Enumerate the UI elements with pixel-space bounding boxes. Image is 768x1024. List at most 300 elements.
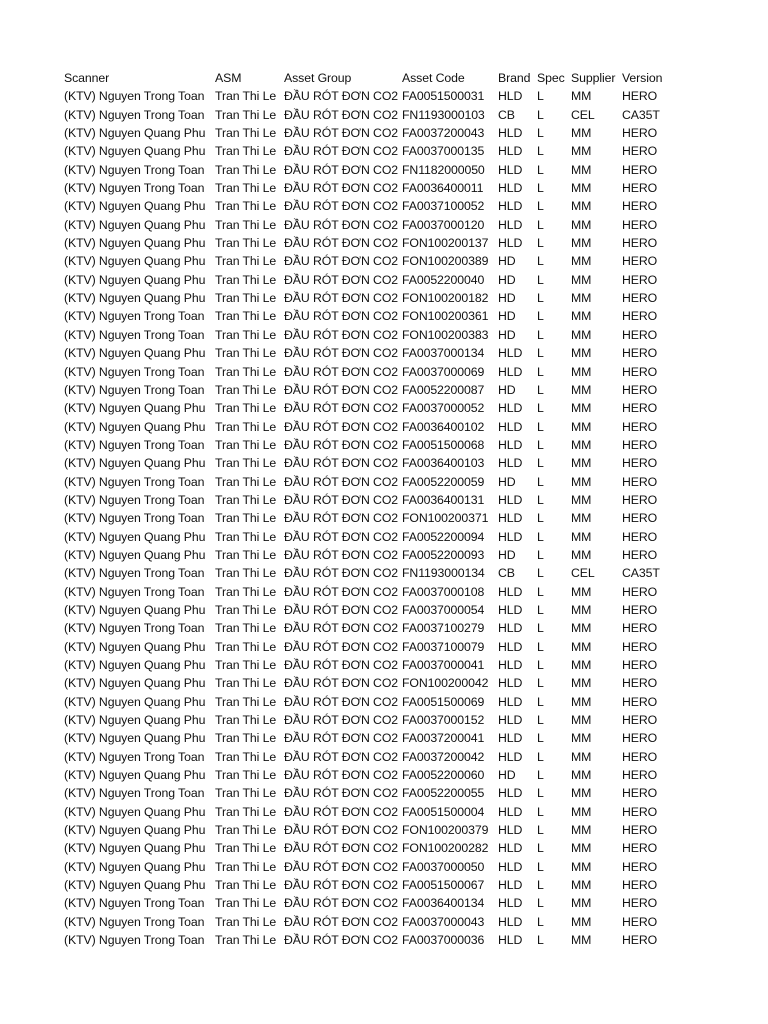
supplier-cell: MM	[571, 346, 592, 361]
version-cell: HERO	[622, 823, 658, 838]
scanner-cell: (KTV) Nguyen Quang Phu	[64, 823, 206, 838]
asm-cell: Tran Thi Le	[215, 437, 277, 452]
column-header-version: Version	[622, 71, 663, 85]
asset-code-cell: FA0037000052	[402, 401, 485, 416]
table-row	[64, 381, 684, 399]
asset-group-cell: ĐẦU RÓT ĐƠN CO2	[284, 199, 399, 214]
version-cell: HERO	[622, 126, 658, 141]
spec-cell: L	[537, 144, 544, 159]
spec-cell: L	[537, 474, 544, 489]
table-row	[64, 601, 684, 619]
asm-cell: Tran Thi Le	[215, 841, 277, 856]
asset-group-cell: ĐẦU RÓT ĐƠN CO2	[284, 823, 399, 838]
asm-cell: Tran Thi Le	[215, 199, 277, 214]
supplier-cell: MM	[571, 144, 592, 159]
asset-group-cell: ĐẦU RÓT ĐƠN CO2	[284, 456, 399, 471]
asset-group-cell: ĐẦU RÓT ĐƠN CO2	[284, 914, 399, 929]
asm-cell: Tran Thi Le	[215, 474, 277, 489]
asm-cell: Tran Thi Le	[215, 89, 277, 104]
asset-code-cell: FA0036400131	[402, 492, 485, 507]
asm-cell: Tran Thi Le	[215, 823, 277, 838]
table-body	[64, 87, 684, 949]
version-cell: HERO	[622, 492, 658, 507]
scanner-cell: (KTV) Nguyen Quang Phu	[64, 144, 206, 159]
brand-cell: HLD	[498, 602, 523, 617]
asset-code-cell: FA0037200042	[402, 749, 485, 764]
spec-cell: L	[537, 291, 544, 306]
brand-cell: HD	[498, 768, 516, 783]
version-cell: HERO	[622, 217, 658, 232]
asm-cell: Tran Thi Le	[215, 859, 277, 874]
table-row	[64, 216, 684, 234]
asm-cell: Tran Thi Le	[215, 181, 277, 196]
brand-cell: HLD	[498, 126, 523, 141]
brand-cell: HLD	[498, 199, 523, 214]
version-cell: HERO	[622, 896, 658, 911]
brand-cell: HLD	[498, 236, 523, 251]
supplier-cell: MM	[571, 602, 592, 617]
table-row	[64, 564, 684, 582]
asm-cell: Tran Thi Le	[215, 566, 277, 581]
asset-group-cell: ĐẦU RÓT ĐƠN CO2	[284, 694, 399, 709]
brand-cell: HLD	[498, 419, 523, 434]
scanner-cell: (KTV) Nguyen Quang Phu	[64, 456, 206, 471]
version-cell: HERO	[622, 346, 658, 361]
asm-cell: Tran Thi Le	[215, 749, 277, 764]
version-cell: HERO	[622, 364, 658, 379]
asm-cell: Tran Thi Le	[215, 492, 277, 507]
asm-cell: Tran Thi Le	[215, 309, 277, 324]
brand-cell: HLD	[498, 713, 523, 728]
table-row	[64, 913, 684, 931]
version-cell: HERO	[622, 694, 658, 709]
table-row	[64, 711, 684, 729]
asm-cell: Tran Thi Le	[215, 896, 277, 911]
asm-cell: Tran Thi Le	[215, 419, 277, 434]
asset-code-cell: FA0037100279	[402, 621, 485, 636]
brand-cell: HLD	[498, 823, 523, 838]
table-row	[64, 326, 684, 344]
scanner-cell: (KTV) Nguyen Quang Phu	[64, 272, 206, 287]
asset-code-cell: FA0037000050	[402, 859, 485, 874]
asset-group-cell: ĐẦU RÓT ĐƠN CO2	[284, 291, 399, 306]
scanner-cell: (KTV) Nguyen Quang Phu	[64, 419, 206, 434]
brand-cell: HD	[498, 272, 516, 287]
brand-cell: HLD	[498, 694, 523, 709]
scanner-cell: (KTV) Nguyen Trong Toan	[64, 309, 205, 324]
version-cell: HERO	[622, 933, 658, 948]
brand-cell: CB	[498, 107, 515, 122]
brand-cell: CB	[498, 566, 515, 581]
asm-cell: Tran Thi Le	[215, 768, 277, 783]
version-cell: HERO	[622, 621, 658, 636]
scanner-cell: (KTV) Nguyen Quang Phu	[64, 768, 206, 783]
scanner-cell: (KTV) Nguyen Trong Toan	[64, 492, 205, 507]
spec-cell: L	[537, 126, 544, 141]
supplier-cell: MM	[571, 749, 592, 764]
asset-code-cell: FA0052200055	[402, 786, 485, 801]
version-cell: HERO	[622, 786, 658, 801]
scanner-cell: (KTV) Nguyen Quang Phu	[64, 254, 206, 269]
asset-group-cell: ĐẦU RÓT ĐƠN CO2	[284, 713, 399, 728]
brand-cell: HLD	[498, 217, 523, 232]
version-cell: HERO	[622, 859, 658, 874]
asset-scan-sheet	[64, 69, 744, 950]
supplier-cell: MM	[571, 217, 592, 232]
brand-cell: HLD	[498, 878, 523, 893]
asset-code-cell: FA0037000135	[402, 144, 485, 159]
scanner-cell: (KTV) Nguyen Quang Phu	[64, 713, 206, 728]
spec-cell: L	[537, 639, 544, 654]
table-row	[64, 729, 684, 747]
version-cell: HERO	[622, 602, 658, 617]
spec-cell: L	[537, 804, 544, 819]
brand-cell: HD	[498, 309, 516, 324]
brand-cell: HLD	[498, 676, 523, 691]
scanner-cell: (KTV) Nguyen Quang Phu	[64, 126, 206, 141]
asm-cell: Tran Thi Le	[215, 382, 277, 397]
brand-cell: HLD	[498, 658, 523, 672]
brand-cell: HLD	[498, 786, 523, 801]
asset-code-cell: FON100200371	[402, 511, 489, 526]
asset-group-cell: ĐẦU RÓT ĐƠN CO2	[284, 896, 399, 911]
supplier-cell: MM	[571, 492, 592, 507]
asm-cell: Tran Thi Le	[215, 217, 277, 232]
table-row	[64, 528, 684, 546]
asset-code-cell: FON100200182	[402, 291, 489, 306]
scanner-cell: (KTV) Nguyen Quang Phu	[64, 859, 206, 874]
asset-code-cell: FON100200383	[402, 327, 489, 342]
asset-code-cell: FON100200042	[402, 676, 489, 691]
asset-code-cell: FA0036400134	[402, 896, 485, 911]
brand-cell: HLD	[498, 731, 523, 746]
brand-cell: HLD	[498, 346, 523, 361]
asm-cell: Tran Thi Le	[215, 144, 277, 159]
brand-cell: HLD	[498, 162, 523, 177]
asset-group-cell: ĐẦU RÓT ĐƠN CO2	[284, 419, 399, 434]
scanner-cell: (KTV) Nguyen Quang Phu	[64, 401, 206, 416]
version-cell: HERO	[622, 199, 658, 214]
brand-cell: HD	[498, 327, 516, 342]
asset-group-cell: ĐẦU RÓT ĐƠN CO2	[284, 676, 399, 691]
table-row	[64, 418, 684, 436]
table-row	[64, 693, 684, 711]
asset-code-cell: FA0051500067	[402, 878, 485, 893]
scanner-cell: (KTV) Nguyen Quang Phu	[64, 639, 206, 654]
asset-group-cell: ĐẦU RÓT ĐƠN CO2	[284, 144, 399, 159]
scanner-cell: (KTV) Nguyen Trong Toan	[64, 107, 205, 122]
asset-code-cell: FA0037100079	[402, 639, 485, 654]
table-row	[64, 197, 684, 215]
asset-code-cell: FA0036400103	[402, 456, 485, 471]
table-row	[64, 674, 684, 692]
scanner-cell: (KTV) Nguyen Quang Phu	[64, 658, 206, 672]
supplier-cell: MM	[571, 786, 592, 801]
asm-cell: Tran Thi Le	[215, 694, 277, 709]
supplier-cell: MM	[571, 162, 592, 177]
brand-cell: HLD	[498, 859, 523, 874]
spec-cell: L	[537, 584, 544, 599]
asm-cell: Tran Thi Le	[215, 731, 277, 746]
supplier-cell: MM	[571, 327, 592, 342]
version-cell: HERO	[622, 529, 658, 544]
asset-group-cell: ĐẦU RÓT ĐƠN CO2	[284, 859, 399, 874]
column-header-asset-group: Asset Group	[284, 71, 352, 85]
supplier-cell: MM	[571, 474, 592, 489]
asm-cell: Tran Thi Le	[215, 933, 277, 948]
spec-cell: L	[537, 456, 544, 471]
supplier-cell: MM	[571, 272, 592, 287]
brand-cell: HLD	[498, 933, 523, 948]
supplier-cell: CEL	[571, 566, 595, 581]
spec-cell: L	[537, 933, 544, 948]
supplier-cell: MM	[571, 254, 592, 269]
asm-cell: Tran Thi Le	[215, 529, 277, 544]
table-row	[64, 252, 684, 270]
column-header-supplier: Supplier	[571, 71, 616, 85]
supplier-cell: MM	[571, 126, 592, 141]
asm-cell: Tran Thi Le	[215, 327, 277, 342]
asset-group-cell: ĐẦU RÓT ĐƠN CO2	[284, 768, 399, 783]
supplier-cell: MM	[571, 199, 592, 214]
spec-cell: L	[537, 89, 544, 104]
spec-cell: L	[537, 162, 544, 177]
spec-cell: L	[537, 492, 544, 507]
asset-code-cell: FA0037000054	[402, 602, 485, 617]
table-row	[64, 894, 684, 912]
spec-cell: L	[537, 731, 544, 746]
spec-cell: L	[537, 823, 544, 838]
version-cell: HERO	[622, 309, 658, 324]
table-row	[64, 931, 684, 949]
supplier-cell: MM	[571, 804, 592, 819]
asset-group-cell: ĐẦU RÓT ĐƠN CO2	[284, 437, 399, 452]
supplier-cell: MM	[571, 437, 592, 452]
version-cell: HERO	[622, 878, 658, 893]
asm-cell: Tran Thi Le	[215, 291, 277, 306]
version-cell: HERO	[622, 291, 658, 306]
version-cell: HERO	[622, 474, 658, 489]
asset-code-cell: FN1182000050	[402, 162, 485, 177]
asset-code-cell: FA0051500004	[402, 804, 485, 819]
asm-cell: Tran Thi Le	[215, 511, 277, 526]
asm-cell: Tran Thi Le	[215, 804, 277, 819]
brand-cell: HLD	[498, 749, 523, 764]
asset-group-cell: ĐẦU RÓT ĐƠN CO2	[284, 401, 399, 416]
asset-group-cell: ĐẦU RÓT ĐƠN CO2	[284, 731, 399, 746]
asm-cell: Tran Thi Le	[215, 456, 277, 471]
asm-cell: Tran Thi Le	[215, 272, 277, 287]
version-cell: CA35T	[622, 107, 660, 122]
asset-group-cell: ĐẦU RÓT ĐƠN CO2	[284, 126, 399, 141]
scanner-cell: (KTV) Nguyen Trong Toan	[64, 162, 205, 177]
brand-cell: HD	[498, 254, 516, 269]
spec-cell: L	[537, 676, 544, 691]
table-row	[64, 766, 684, 784]
asset-code-cell: FN1193000134	[402, 566, 485, 581]
scanner-cell: (KTV) Nguyen Trong Toan	[64, 364, 205, 379]
supplier-cell: MM	[571, 658, 592, 672]
asset-code-cell: FA0052200093	[402, 547, 485, 562]
supplier-cell: MM	[571, 456, 592, 471]
scanner-cell: (KTV) Nguyen Quang Phu	[64, 804, 206, 819]
spec-cell: L	[537, 694, 544, 709]
asset-group-cell: ĐẦU RÓT ĐƠN CO2	[284, 89, 399, 104]
version-cell: HERO	[622, 162, 658, 177]
supplier-cell: CEL	[571, 107, 595, 122]
asm-cell: Tran Thi Le	[215, 236, 277, 251]
scanner-cell: (KTV) Nguyen Quang Phu	[64, 529, 206, 544]
scanner-cell: (KTV) Nguyen Quang Phu	[64, 694, 206, 709]
asm-cell: Tran Thi Le	[215, 602, 277, 617]
asset-group-cell: ĐẦU RÓT ĐƠN CO2	[284, 584, 399, 599]
scanner-cell: (KTV) Nguyen Quang Phu	[64, 841, 206, 856]
scanner-cell: (KTV) Nguyen Quang Phu	[64, 602, 206, 617]
supplier-cell: MM	[571, 364, 592, 379]
scanner-cell: (KTV) Nguyen Trong Toan	[64, 566, 205, 581]
scanner-cell: (KTV) Nguyen Trong Toan	[64, 474, 205, 489]
version-cell: HERO	[622, 327, 658, 342]
version-cell: HERO	[622, 768, 658, 783]
brand-cell: HLD	[498, 364, 523, 379]
supplier-cell: MM	[571, 859, 592, 874]
asset-code-cell: FA0037200043	[402, 126, 485, 141]
asm-cell: Tran Thi Le	[215, 107, 277, 122]
supplier-cell: MM	[571, 713, 592, 728]
asset-code-cell: FA0037000041	[402, 658, 485, 672]
scanner-cell: (KTV) Nguyen Quang Phu	[64, 236, 206, 251]
version-cell: CA35T	[622, 566, 660, 581]
table-row	[64, 87, 684, 105]
scanner-cell: (KTV) Nguyen Trong Toan	[64, 327, 205, 342]
version-cell: HERO	[622, 181, 658, 196]
supplier-cell: MM	[571, 309, 592, 324]
brand-cell: HLD	[498, 841, 523, 856]
version-cell: HERO	[622, 658, 658, 672]
scanner-cell: (KTV) Nguyen Quang Phu	[64, 199, 206, 214]
supplier-cell: MM	[571, 547, 592, 562]
table-row	[64, 473, 684, 491]
spec-cell: L	[537, 272, 544, 287]
asset-group-cell: ĐẦU RÓT ĐƠN CO2	[284, 804, 399, 819]
supplier-cell: MM	[571, 511, 592, 526]
version-cell: HERO	[622, 804, 658, 819]
scanner-cell: (KTV) Nguyen Trong Toan	[64, 584, 205, 599]
table-row	[64, 106, 684, 124]
version-cell: HERO	[622, 584, 658, 599]
version-cell: HERO	[622, 89, 658, 104]
asset-group-cell: ĐẦU RÓT ĐƠN CO2	[284, 107, 399, 122]
version-cell: HERO	[622, 236, 658, 251]
scanner-cell: (KTV) Nguyen Trong Toan	[64, 181, 205, 196]
asset-group-cell: ĐẦU RÓT ĐƠN CO2	[284, 841, 399, 856]
asset-group-cell: ĐẦU RÓT ĐƠN CO2	[284, 364, 399, 379]
table-row	[64, 454, 684, 472]
spec-cell: L	[537, 327, 544, 342]
asset-group-cell: ĐẦU RÓT ĐƠN CO2	[284, 547, 399, 562]
table-row	[64, 583, 684, 601]
spec-cell: L	[537, 602, 544, 617]
asset-group-cell: ĐẦU RÓT ĐƠN CO2	[284, 346, 399, 361]
spec-cell: L	[537, 217, 544, 232]
brand-cell: HD	[498, 474, 516, 489]
asset-group-cell: ĐẦU RÓT ĐƠN CO2	[284, 254, 399, 269]
asset-group-cell: ĐẦU RÓT ĐƠN CO2	[284, 878, 399, 893]
spec-cell: L	[537, 419, 544, 434]
asm-cell: Tran Thi Le	[215, 786, 277, 801]
scanner-cell: (KTV) Nguyen Quang Phu	[64, 676, 206, 691]
asset-code-cell: FA0051500069	[402, 694, 485, 709]
supplier-cell: MM	[571, 382, 592, 397]
table-row	[64, 821, 684, 839]
spec-cell: L	[537, 547, 544, 562]
spec-cell: L	[537, 896, 544, 911]
asset-code-cell: FA0037000043	[402, 914, 485, 929]
version-cell: HERO	[622, 456, 658, 471]
table-row	[64, 656, 684, 674]
asset-code-cell: FA0052200094	[402, 529, 485, 544]
scanner-cell: (KTV) Nguyen Trong Toan	[64, 89, 205, 104]
table-row	[64, 289, 684, 307]
table-header	[64, 69, 684, 87]
table-row	[64, 491, 684, 509]
table-row	[64, 876, 684, 894]
version-cell: HERO	[622, 401, 658, 416]
asset-code-cell: FA0037000152	[402, 713, 485, 728]
asset-group-cell: ĐẦU RÓT ĐƠN CO2	[284, 309, 399, 324]
brand-cell: HD	[498, 291, 516, 306]
spec-cell: L	[537, 914, 544, 929]
column-header-asm: ASM	[215, 71, 242, 85]
asset-code-cell: FA0037000069	[402, 364, 485, 379]
asset-group-cell: ĐẦU RÓT ĐƠN CO2	[284, 272, 399, 287]
asm-cell: Tran Thi Le	[215, 639, 277, 654]
version-cell: HERO	[622, 639, 658, 654]
spec-cell: L	[537, 566, 544, 581]
spec-cell: L	[537, 236, 544, 251]
table-row	[64, 271, 684, 289]
supplier-cell: MM	[571, 584, 592, 599]
scanner-cell: (KTV) Nguyen Trong Toan	[64, 914, 205, 929]
spec-cell: L	[537, 199, 544, 214]
table-row	[64, 363, 684, 381]
supplier-cell: MM	[571, 639, 592, 654]
spec-cell: L	[537, 878, 544, 893]
table-row	[64, 839, 684, 857]
scanner-cell: (KTV) Nguyen Trong Toan	[64, 511, 205, 526]
table-row	[64, 619, 684, 637]
asset-code-cell: FN1193000103	[402, 107, 485, 122]
brand-cell: HD	[498, 547, 516, 562]
asset-group-cell: ĐẦU RÓT ĐƠN CO2	[284, 474, 399, 489]
asset-group-cell: ĐẦU RÓT ĐƠN CO2	[284, 786, 399, 801]
table-row	[64, 748, 684, 766]
asm-cell: Tran Thi Le	[215, 676, 277, 691]
asset-group-cell: ĐẦU RÓT ĐƠN CO2	[284, 511, 399, 526]
version-cell: HERO	[622, 382, 658, 397]
brand-cell: HLD	[498, 639, 523, 654]
table-row	[64, 307, 684, 325]
table-row	[64, 436, 684, 454]
brand-cell: HLD	[498, 804, 523, 819]
scanner-cell: (KTV) Nguyen Trong Toan	[64, 621, 205, 636]
column-header-brand: Brand	[498, 71, 531, 85]
asset-code-cell: FA0052200059	[402, 474, 485, 489]
table-row	[64, 344, 684, 362]
version-cell: HERO	[622, 437, 658, 452]
asset-group-cell: ĐẦU RÓT ĐƠN CO2	[284, 529, 399, 544]
spec-cell: L	[537, 768, 544, 783]
